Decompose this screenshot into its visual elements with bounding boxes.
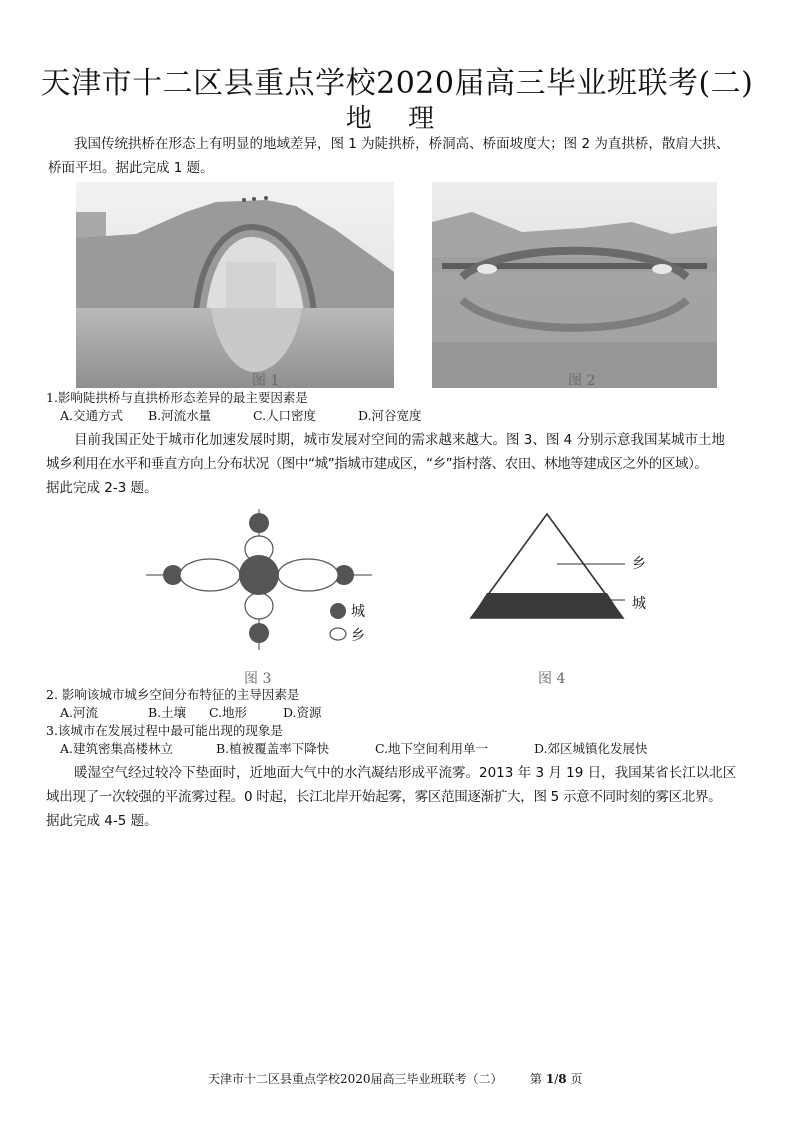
question-1-option-b: B.河流水量 [147, 408, 212, 423]
flat-arch-bridge-image [432, 182, 717, 388]
intro-paragraph-3-line-3: 据此完成 4-5 题。 [46, 813, 158, 829]
rural-lobe-bottom [245, 593, 273, 619]
city-node-bottom [249, 623, 269, 643]
legend-city-swatch [330, 603, 346, 619]
question-2-option-a: A.河流 [60, 705, 99, 720]
question-3-options [60, 740, 780, 758]
question-3-option-d: D.郊区城镇化发展快 [533, 741, 648, 756]
question-2-option-d: D.资源 [282, 705, 322, 720]
legend-rural-label: 乡 [351, 628, 365, 644]
question-2-options [60, 704, 760, 722]
intro-paragraph-2-line-1: 目前我国正处于城市化加速发展时期，城市发展对空间的需求越来越大。图 3、图 4 分别示意我国某城市土地 [74, 432, 726, 448]
city-node-top [249, 513, 269, 533]
steep-arch-bridge-image [76, 182, 394, 388]
question-2-stem: 2. 影响该城市城乡空间分布特征的主导因素是 [46, 687, 300, 702]
figure-1-caption: 图 1 [252, 373, 280, 389]
question-1-option-c: C.人口密度 [252, 408, 317, 423]
page-prefix: 第 [530, 1072, 543, 1086]
question-3-option-a: A.建筑密集高楼林立 [60, 741, 174, 756]
intro-paragraph-1-line-2: 桥面平坦。据此完成 1 题。 [48, 160, 214, 176]
question-2-option-b: B.土壤 [147, 705, 187, 720]
intro-paragraph-3-line-2: 域出现了一次较强的平流雾过程。0 时起，长江北岸开始起雾，雾区范围逐渐扩大，图 5 示意不同时刻的雾区北界。 [46, 789, 722, 805]
figure-4-label-city: 城 [632, 596, 646, 612]
page-current: 1 [545, 1072, 555, 1086]
intro-paragraph-2-line-2: 城乡利用在水平和垂直方向上分布状况（图中“城”指城市建成区，“乡”指村落、农田、林地等建成区之外的区域）。 [46, 456, 708, 472]
exam-title: 天津市十二区县重点学校2020届高三毕业班联考(二) [40, 66, 754, 101]
question-3-option-c: C.地下空间利用单一 [374, 741, 489, 756]
figure-4-caption: 图 4 [538, 671, 566, 687]
question-3-option-b: B.植被覆盖率下降快 [215, 741, 330, 756]
question-1-option-a: A.交通方式 [60, 408, 124, 423]
intro-paragraph-3-line-1: 暖湿空气经过较冷下垫面时，近地面大气中的水汽凝结形成平流雾。2013 年 3 月 19 日，我国某省长江以北区 [74, 765, 737, 781]
footer-page-number [530, 1070, 582, 1087]
figure-3-diagram [140, 505, 380, 655]
question-1-stem: 1.影响陡拱桥与直拱桥形态差异的最主要因素是 [46, 390, 308, 405]
intro-paragraph-1-line-1: 我国传统拱桥在形态上有明显的地域差异，图 1 为陡拱桥，桥洞高、桥面坡度大；图 2 为直拱桥，散肩大拱、 [74, 136, 730, 152]
rural-lobe-right [278, 559, 338, 591]
legend-city-label: 城 [351, 604, 365, 620]
page-suffix: 页 [570, 1072, 583, 1086]
question-2-option-c: C.地形 [208, 705, 248, 720]
figure-4-diagram [460, 508, 640, 620]
subject-title: 地 理 [345, 104, 449, 134]
figure-3-caption: 图 3 [244, 671, 272, 687]
question-1-options [60, 407, 760, 425]
city-band [471, 593, 623, 618]
legend-rural-swatch [330, 628, 346, 640]
question-3-stem: 3.该城市在发展过程中最可能出现的现象是 [46, 723, 283, 738]
figure-2-caption: 图 2 [568, 373, 596, 389]
figure-2-photo [432, 182, 717, 388]
intro-paragraph-2-line-3: 据此完成 2-3 题。 [46, 480, 158, 496]
rural-lobe-left [180, 559, 240, 591]
page-separator: / [554, 1072, 559, 1086]
figure-1-photo [76, 182, 394, 388]
page-total: 8 [558, 1072, 567, 1086]
footer-exam-name: 天津市十二区县重点学校2020届高三毕业班联考（二） [208, 1072, 503, 1086]
figure-4-label-rural: 乡 [632, 556, 646, 572]
question-1-option-d: D.河谷宽度 [357, 408, 422, 423]
city-core-node [239, 555, 279, 595]
